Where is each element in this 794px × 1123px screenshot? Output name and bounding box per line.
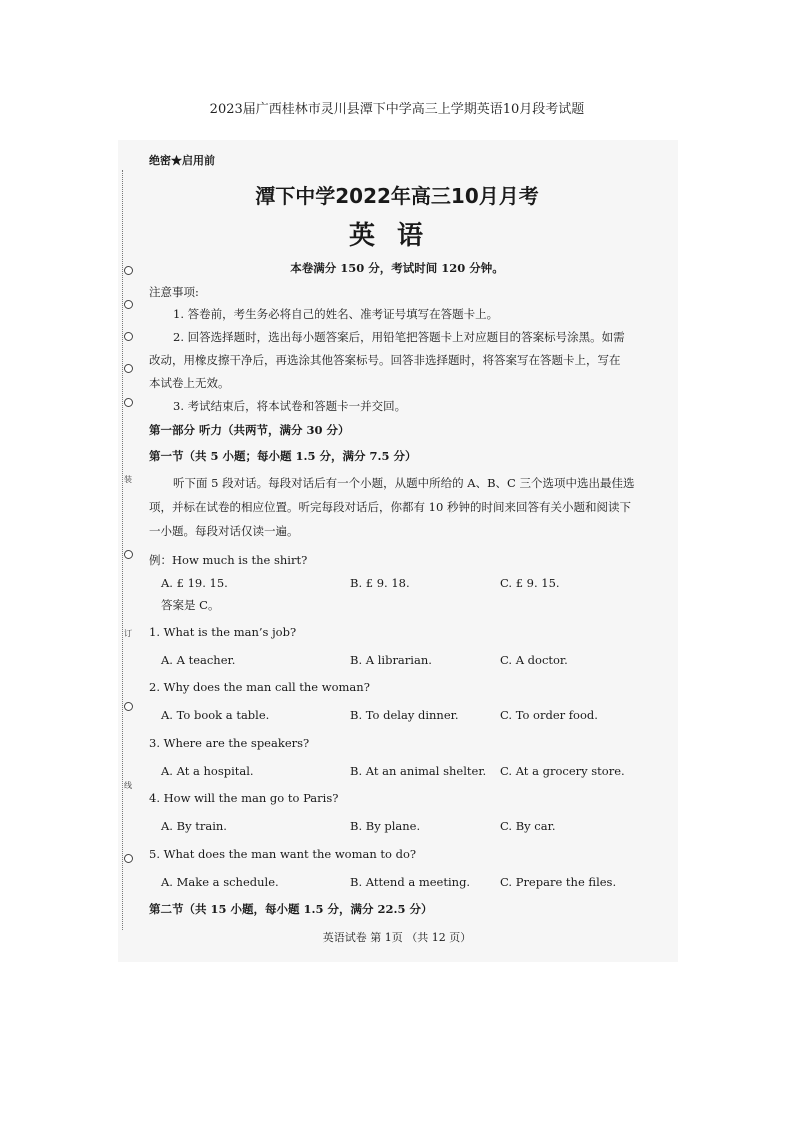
subject-title: 英语	[348, 221, 445, 251]
option-a: A. By train.	[161, 819, 227, 833]
notice-item: 3. 考试结束后，将本试卷和答题卡一并交回。	[173, 399, 407, 413]
example-answer: 答案是 C。	[161, 598, 220, 612]
binding-hole-icon	[124, 332, 133, 341]
page-footer: 英语试卷 第 1页 （共 12 页）	[322, 931, 472, 944]
option-c: C. At a grocery store.	[500, 764, 625, 778]
binding-hole-icon	[124, 702, 133, 711]
option-b: B. To delay dinner.	[350, 708, 459, 722]
section-instructions: 项，并标在试卷的相应位置。听完每段对话后，你都有 10 秒钟的时间来回答有关小题和阅读下	[149, 500, 631, 514]
section-instructions: 听下面 5 段对话。每段对话后有一个小题，从题中所给的 A、B、C 三个选项中选出最佳选	[173, 476, 635, 490]
section-heading: 第一节（共 5 小题；每小题 1.5 分，满分 7.5 分）	[149, 449, 417, 463]
option-c: C. A doctor.	[500, 653, 568, 667]
option-c: C. By car.	[500, 819, 556, 833]
confidential-label: 绝密★启用前	[149, 154, 215, 167]
binding-hole-icon	[124, 300, 133, 309]
binding-hole-icon	[124, 364, 133, 373]
binding-mark-line: 线	[124, 781, 132, 790]
notice-item: 2. 回答选择题时，选出每小题答案后，用铅笔把答题卡上对应题目的答案标号涂黑。如需	[173, 330, 625, 344]
example-option-a: A. £ 19. 15.	[161, 576, 228, 590]
option-a: A. Make a schedule.	[161, 875, 279, 889]
option-b: B. At an animal shelter.	[350, 764, 487, 778]
option-a: A. To book a table.	[161, 708, 270, 722]
notice-heading: 注意事项:	[149, 285, 199, 299]
binding-hole-icon	[124, 854, 133, 863]
binding-mark-order: 订	[124, 629, 132, 638]
example-option-b: B. £ 9. 18.	[350, 576, 410, 590]
question-text: 4. How will the man go to Paris?	[149, 791, 339, 805]
exam-title: 潭下中学2022年高三10月月考	[255, 184, 539, 208]
question-text: 2. Why does the man call the woman?	[149, 680, 370, 694]
section-instructions: 一小题。每段对话仅读一遍。	[149, 524, 299, 538]
binding-hole-icon	[124, 398, 133, 407]
exam-info: 本卷满分 150 分，考试时间 120 分钟。	[290, 261, 504, 275]
option-a: A. At a hospital.	[161, 764, 254, 778]
notice-item: 改动，用橡皮擦干净后，再选涂其他答案标号。回答非选择题时，将答案写在答题卡上，写在	[149, 353, 621, 367]
question-text: 1. What is the man’s job?	[149, 625, 297, 639]
option-b: B. By plane.	[350, 819, 421, 833]
option-c: C. Prepare the files.	[500, 875, 617, 889]
notice-item: 1. 答卷前，考生务必将自己的姓名、准考证号填写在答题卡上。	[173, 307, 499, 321]
option-b: B. Attend a meeting.	[350, 875, 471, 889]
option-c: C. To order food.	[500, 708, 598, 722]
example-question: 例：How much is the shirt?	[149, 553, 308, 567]
question-text: 5. What does the man want the woman to do?	[149, 847, 417, 861]
binding-mark-seal: 装	[124, 475, 132, 484]
binding-hole-icon	[124, 550, 133, 559]
part-heading: 第一部分 听力（共两节，满分 30 分）	[149, 423, 350, 437]
option-b: B. A librarian.	[350, 653, 432, 667]
question-text: 3. Where are the speakers?	[149, 736, 310, 750]
section-heading: 第二节（共 15 小题，每小题 1.5 分，满分 22.5 分）	[149, 902, 433, 916]
document-title: 2023届广西桂林市灵川县潭下中学高三上学期英语10月段考试题	[209, 102, 585, 117]
notice-item: 本试卷上无效。	[149, 376, 230, 390]
option-a: A. A teacher.	[161, 653, 236, 667]
example-option-c: C. £ 9. 15.	[500, 576, 560, 590]
